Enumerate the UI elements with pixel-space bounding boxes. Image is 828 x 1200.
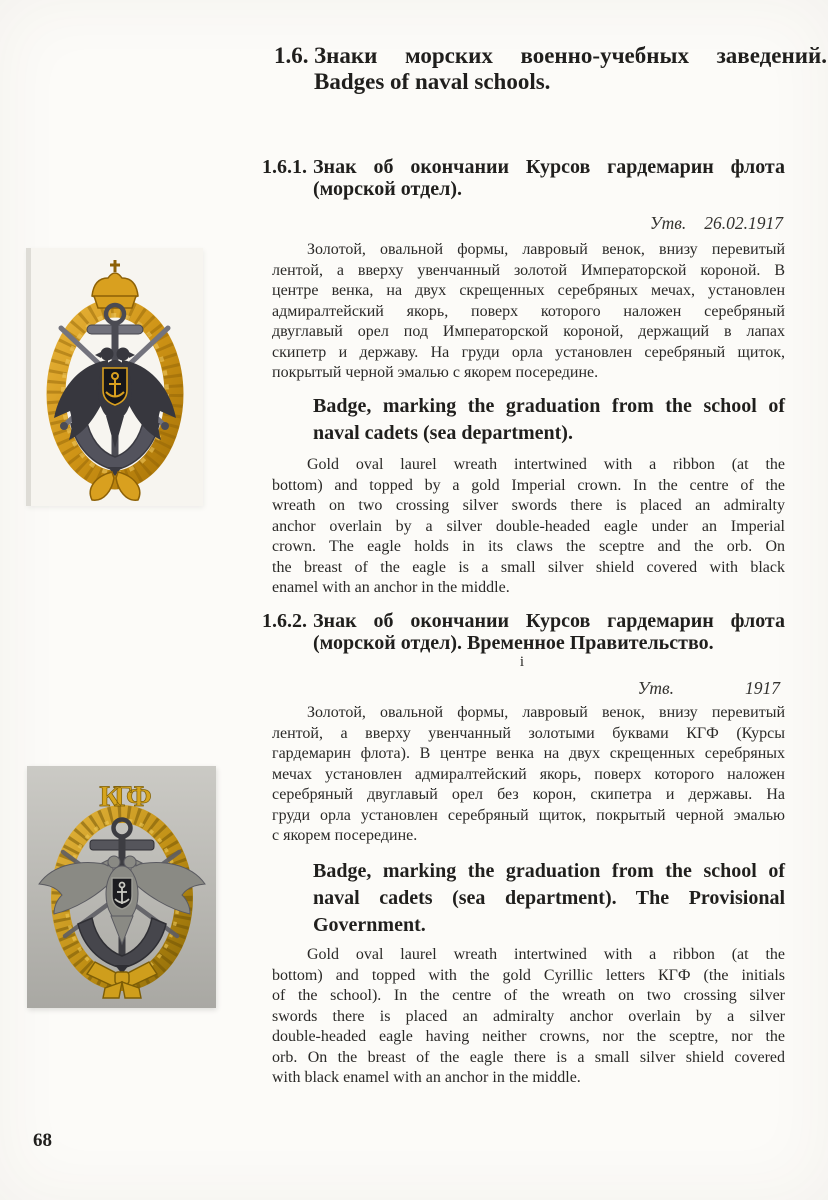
russian-description-2: [272, 703, 785, 847]
english-heading-2: [272, 858, 785, 939]
text-line: лентой, а вверху увенчанный золотой Императорской короной. В: [272, 261, 785, 279]
english-heading-1: [272, 393, 785, 447]
imperial-badge-illustration: [26, 248, 203, 506]
text-line: naval cadets (sea department).: [313, 422, 573, 444]
page-number: 68: [33, 1130, 52, 1151]
text-line: naval cadets (sea department). The Provisional: [313, 887, 785, 909]
text-line: Government.: [313, 914, 426, 936]
text-line: of the school). In the centre of the wreath on two crossing silver: [272, 987, 785, 1004]
approval-line-1: [272, 213, 785, 233]
english-description-1: [272, 455, 785, 599]
text-line: Знаки морских военно-учебных заведений.: [314, 43, 827, 68]
english-description-2: [272, 945, 785, 1089]
text-line: адмиралтейский якорь, поверх которого наложен серебряный: [272, 302, 785, 320]
text-line: Знак об окончании Курсов гардемарин флота: [313, 610, 785, 632]
text-line: Знак об окончании Курсов гардемарин флота: [313, 156, 785, 178]
text-line: anchor overlain by a silver double-headed eagle under an Imperial: [272, 517, 785, 535]
text-line: bottom) and topped by a gold Imperial crown. In the centre of the: [272, 476, 785, 494]
text-line: double-headed eagle having neither crowns, nor the sceptre, nor the: [272, 1028, 785, 1045]
russian-description-1: [272, 240, 785, 384]
stray-note-mark: i: [519, 654, 525, 670]
text-line: Золотой, овальной формы, лавровый венок, внизу перевитый: [307, 704, 785, 721]
text-line: Badge, marking the graduation from the school of: [313, 860, 785, 882]
badge-drawing-figure: [26, 248, 203, 506]
badge-photo-figure: [27, 766, 216, 1008]
text-line: (морской отдел). Временное Правительство.: [313, 632, 714, 654]
text-line: crown. The eagle holds in its claws the sceptre and the orb. On: [272, 538, 785, 555]
text-line: с якорем посередине.: [272, 827, 418, 844]
text-line: мечах установлен адмиралтейский якорь, поверх которого наложен: [272, 765, 785, 783]
text-line: bottom) and topped with the gold Cyrillic letters КГФ (the initials: [272, 966, 785, 984]
text-line: скипетр и державу. На груди орла установлен серебряный щиток,: [272, 343, 785, 361]
text-line: Gold oval laurel wreath intertwined with a ribbon (at the: [307, 456, 785, 473]
section-heading-1-6-2: [262, 610, 785, 654]
text-line: груди орла установлен серебряный щиток, покрытый черной эмалью: [272, 806, 785, 824]
approval-line-2: [272, 678, 785, 698]
text-line: гардемарин флота). В центре венка на двух скрещенных серебряных: [272, 745, 785, 762]
approval-date: 26.02.1917: [704, 213, 783, 233]
text-line: Badges of naval schools.: [314, 68, 551, 94]
kgf-monogram-icon: КГФ: [99, 780, 145, 813]
text-line: enamel with an anchor in the middle.: [272, 579, 510, 596]
approval-date: 1917: [745, 678, 780, 698]
text-line: двуглавый орел под Императорской короной, держащий в лапах: [272, 323, 785, 340]
text-line: with black enamel with an anchor in the middle.: [272, 1069, 581, 1086]
section-heading-1-6-1: [262, 156, 785, 200]
black-shield-anchor-icon: [103, 368, 127, 405]
section-number: 1.6.2.: [262, 610, 307, 632]
text-line: Золотой, овальной формы, лавровый венок, внизу перевитый: [307, 241, 785, 258]
chapter-number: 1.6.: [274, 43, 309, 68]
text-line: серебряный двуглавый орел без корон, скипетра и державы. На: [272, 786, 785, 803]
text-line: лентой, а вверху увенчанный золотыми буквами КГФ (Курсы: [272, 724, 785, 742]
section-number: 1.6.1.: [262, 156, 307, 178]
text-line: the breast of the eagle is a small silver shield covered with black: [272, 558, 785, 576]
text-line: orb. On the breast of the eagle there is a small silver shield covered: [272, 1048, 785, 1066]
black-shield-anchor-icon: [112, 878, 132, 909]
section-heading-lines: [313, 156, 785, 200]
section-heading-lines: [313, 610, 785, 654]
chapter-title-lines: [314, 43, 827, 94]
approval-label: Утв.: [649, 213, 687, 233]
text-line: покрытый черной эмалью с якорем посередине.: [272, 364, 599, 381]
text-line: swords there is placed an admiralty anchor overlain by a silver: [272, 1007, 785, 1025]
text-line: wreath on two crossing silver swords there is placed an admiralty: [272, 497, 785, 514]
chapter-title: [272, 43, 827, 94]
text-line: центре венка, на двух скрещенных серебряных мечах, установлен: [272, 282, 785, 299]
text-line: Badge, marking the graduation from the school of: [313, 395, 785, 417]
text-line: (морской отдел).: [313, 178, 462, 200]
approval-label: Утв.: [637, 678, 674, 698]
text-line: Gold oval laurel wreath intertwined with a ribbon (at the: [307, 946, 785, 963]
provisional-badge-photo: [27, 766, 216, 1008]
